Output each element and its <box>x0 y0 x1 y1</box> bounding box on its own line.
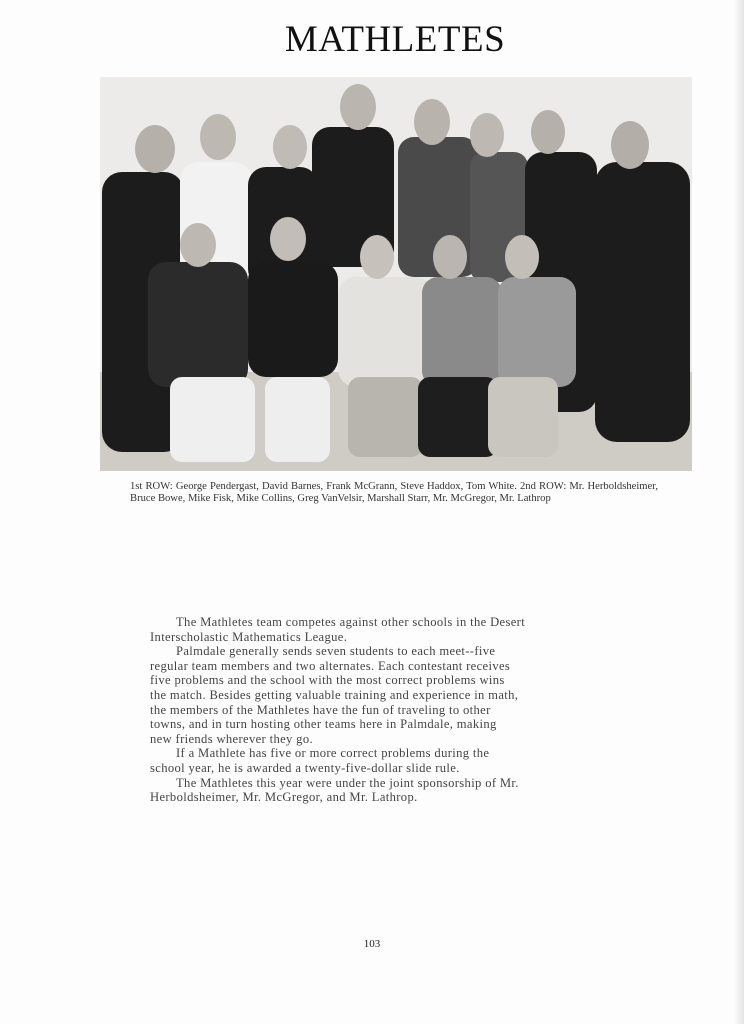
body-line: Herboldsheimer, Mr. McGregor, and Mr. Lathrop. <box>150 790 418 805</box>
page-number: 103 <box>363 938 381 950</box>
front-row-figures <box>148 217 576 462</box>
body-line: If a Mathlete has five or more correct problems during the <box>176 746 490 761</box>
body-line: new friends wherever they go. <box>150 731 313 746</box>
body-line: towns, and in turn hosting other teams here in Palmdale, making <box>150 717 497 732</box>
article-body <box>150 615 610 805</box>
body-line: the match. Besides getting valuable training and experience in math, <box>150 687 519 702</box>
body-line: Interscholastic Mathematics League. <box>150 629 348 644</box>
page-title: MATHLETES <box>284 19 506 60</box>
body-line: Palmdale generally sends seven students to each meet--five <box>176 644 496 659</box>
body-line: regular team members and two alternates. Each contestant receives <box>150 658 511 673</box>
body-line: The Mathletes this year were under the joint sponsorship of Mr. <box>176 775 519 790</box>
body-line: five problems and the school with the most correct problems wins <box>150 673 505 688</box>
team-photo <box>100 77 692 471</box>
body-line: The Mathletes team competes against other schools in the Desert <box>176 615 526 629</box>
team-photo-illustration <box>100 77 692 471</box>
page-edge-shadow <box>734 0 744 1024</box>
photo-caption: 1st ROW: George Pendergast, David Barnes, Frank McGrann, Steve Haddox, Tom White. 2nd ROW: Mr. Herboldsheimer, Bruce Bowe, Mike Fisk, Mike Collins, Greg VanVelsir, Marshall Starr, Mr. McGregor, Mr. Lathrop <box>130 481 658 504</box>
body-line: school year, he is awarded a twenty-five-dollar slide rule. <box>150 760 460 775</box>
body-line: the members of the Mathletes have the fun of traveling to other <box>150 702 491 717</box>
